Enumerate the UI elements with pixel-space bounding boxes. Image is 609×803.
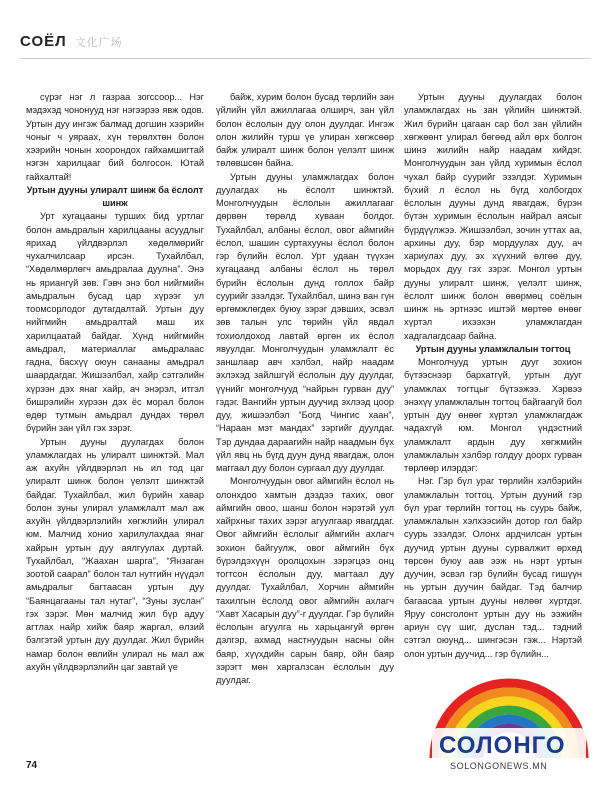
logo-url: SOLONGONEWS.MN (450, 761, 548, 771)
article-paragraph: Уртын дууны уламжлагдах болон дуулагдах нь ёслолт шинжтэй. Монголчуудын ёслолын ажиллагааг дөрвөн төрөлд хуваан болдог. Тухайлбал, албаны ёслол, овог аймгийн ёслол, шашин суртахууны ёслол болон гэр бүлийн ёслол. Урт удаан түүхэн хугацаанд албаны ёслол нь төрөл бүрийн ёслолын дунд голлох байр суурийг эзэлдэг. Тухайлбал, шинэ ван гүн өргөмжлөгдөх буюу зэрэг дэвших, эсвэл зөв талын улс төрийн үйл явдал тохиолдоход лавтай өргөн их ёслол явуулдаг. Монголчуудын уламжлалт ёс заншлаар авч хэлбэл, найр наадам эхлэхэд зайлшгүй ёслолын дуу дуулдаг, үүнийг монголчууд “найрын гурван дуу” гэдэг. Вангийн уртын дуучид эхлээд цоор дуу, жишээлбэл “Богд Чингис хаан”, “Нараан мэт мандах” зэргийг дуулдаг. Тэр дундаа дараагийн найр наадмын бүх үйл явц нь бүгд дуун дунд явагдаж, олон маггаал дуу болон сургаал дуу дуулдаг. (216, 171, 394, 473)
header-divider (20, 58, 591, 59)
section-subtitle: 文化广场 (74, 36, 123, 49)
article-paragraph: Урт хугацааны турших бид уртлаг болон амьдралын харилцааны асуудлыг ярихад үйлдвэрлэл хөдөлмөрийг чухалчилсаар ирсэн. Тухайлбал, “Хөдөлмөрлөгч амьдралаа дуулна”. Энэ нь яриангүй зөв. Гэвч энэ бол нийгмийн амьдралын бусад цар хүрээг ул тоомсорлодог дутагдалтай. Уртын дуу нийгмийн амьдралтай маш их харилцаатай байдаг. Хүнд нийгмийн амьдрал, материаллаг амьдралаас гадна, басхүү оюун санааны амьдрал шаардагдаг. Жишээлбэл, хайр сэтгэлийн хүрээн дэх янаг хайр, ач энэрэл, итгэл бишрэлийн хүрээн дэх ёс морал болон өдөр тутмын амьдрал дундах төрөл бүрийн зан үйл гэх зэрэг. (26, 211, 204, 434)
article-paragraph: Уртын дууны дуулагдах болон уламжлагдах нь зан үйлийн шинжтэй. Жил бүрийн цагаан сар бол зан үйлийн хөгжөөнт улирал бөгөөд айл өрх болгон шинэ жилийн найр наадам хийдэг. Монголчуудын зан үйлд хуримын ёслол чухал байр суурийг эзэлдэг. Хуримын бүхий л ёслол нь бүгд холбогдох ёслолын дууны дунд явагдаж, бүрэн бүтэн хуримын ёслолын найрал аясыг бүрдүүлжээ. Жишээлбэл, зочин уттах аа, архины дуу, бэр мордуулах дуу, ач хариулах дуу, эх хүүхний өлгөө дуу, морьдох дуу гэх зэрэг. Монгол уртын дууны улиралт шинж, үелэлт шинж, ёслолт шинж болон өвөрмөц соёлын шинж нь эртнээс иштэй мөртөө өнөөг хүртэл ихээхэн уламжлагдан хадгалагдсаар байна. (404, 92, 582, 341)
article-column-2 (216, 91, 394, 687)
article-paragraph: Нэг. Гэр бүл ураг төрлийн хэлбэрийн уламжлалын тогтоц. Уртын дууний гэр бүл ураг төрлийн тогтоц нь суурь байж, уламжлалын хэлхээсийн дотор гол байр суурь эзэлдэг. Олонх ардчилсан уртын дуучид уртын дууны сурвалжит өрхөд төрсөн буюу аав ээж нь нэрт уртын дуучин, эсвэл гэр бүлийн бусад гишүүн нь уртын дуучин байдаг. Тэд балчир багаасаа уртын дууны нөлөөг хүртдэг. Яруу сонсголонт уртын дуу нь ээжийн ариун сүү шиг, дуслан тэд... тэдний сэтгэл оюунд... шингэсэн гэж... Нэртэй олон уртын дуучид... гэр бүлийн... (404, 476, 582, 659)
solongo-rainbow-logo (414, 666, 604, 794)
section-header (20, 33, 123, 50)
article-column-3 (404, 91, 582, 661)
section-heading: Уртын дууны улиралт шинж ба ёслолт шинж (26, 184, 204, 208)
article-column-1 (26, 91, 204, 674)
article-paragraph: байж, хурим болон бусад төрлийн зан үйлийн үйл ажиллагаа олширч, зан үйл болон ёслолын дуу олон дуулдаг. Ингэж олон жилийн турш үе улиран хөгжсөөр байж улиралт шинж болон үелэлт шинж төлөвшсөн байна. (216, 92, 394, 169)
section-heading: Уртын дууны уламжлалын тогтоц (415, 343, 571, 354)
page-number: 74 (26, 760, 38, 771)
logo-wordmark: СОЛОНГО (439, 732, 566, 759)
article-paragraph: Монголчуудын овог аймгийн ёслол нь олонхдоо хамтын дэздээ тахих, овог аймгийн овоо, шанш болон нэрэтэй уул хайрхныг тахих зэрэг агуулгаар явагддаг. Овог аймгийн ёслолыг аймгийн ахлагч зохион байгуулж, овог аймгийн бүх бүрэлдэхүүн оролцохын зэрэгцээ онц тогтсон ёслолын дуу, магтаал дуу дуулдаг. Тухайлбал, Хорчин аймгийн тахилгын ёслолд овог аймгийн ахлагч “Хавт Хасарын дуу”-г дуулдаг. Гэр бүлийн ёслолын агуулга нь харьцангуй өргөн дэлгэр, ахмад настнуудын насны ойн баяр, хүүхдийн сарын баяр, ойн баяр зэрэгт мөн харгалзсан ёслолын дуу дуулдаг. (216, 476, 394, 685)
article-paragraph: сүрэг нэг л газраа зогссоор... Нэг мэдэхэд чононууд нэг нэгээрээ явж одов. Уртын дуу ингэж балмад догшин хээрийн чоныг ч уяраах, хүн төрөлхтөн болон хээрийн чонын хоорондох гайхамшигтай нэгэн харилцааг бий болгосон. Ютай гайхалтай! (26, 92, 204, 182)
article-paragraph: Монголчууд уртын дууг зохион бүтээснээр бархатгүй, уртын дууг уламжлах тогтцыг бүтээжээ. Хэрвээ энэхүү уламжлалын тогтоц байгаагүй бол уртын дуу өнөөг хүртэл уламжлагдаж чадахгүй юм. Монгол үндэстний уламжлалт ардын дуу хөгжмийн уламжлалын хэлбэр голдуу доорх гурван төрлөөр илэрдэг: (404, 357, 582, 473)
section-title: СОЁЛ (20, 33, 67, 50)
article-paragraph: Уртын дууны дуулагдах болон уламжлагдах нь улиралт шинжтэй. Мал аж ахуйн үйлдвэрлэл нь ил тод цаг улиралт шинж болон үелэлт шинжтэй байдаг. Тухайлбал, жил бүрийн хавар болон зуны улирал уламжлалт мал аж ахуйн үйлдвэрлэлийн хөгжлийн улирал юм. Малчид хонио харилулахдаа янаг хайрын уртын дуу аялгуулах дуртай. Тухайлбал, “Жаахан шарга”, “Янзаган зоотой саарал” болон тал нутгийн нүүдэл амьдралыг багтаасан уртын дуу “Баянцагааны тал нутаг”, “Зуны зуслан” гэх зэрэг. Мөн малчид жил бүр адуу агтлах найр хийж баяр жаргал, өлзий бэлгэтэй уртын дуу дуулдаг. Жил бүрийн намар болон өвлийн улирал нь мал аж ахуйн үйлдвэрлэлийн цаг завтай үе (26, 436, 204, 672)
